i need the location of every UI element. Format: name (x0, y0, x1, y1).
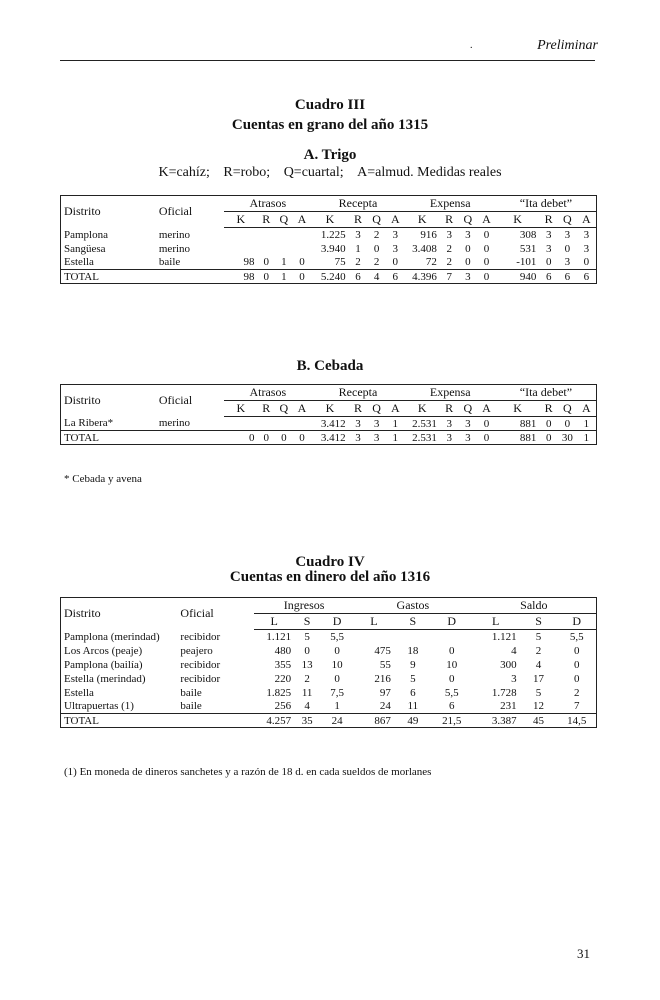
cuadro-iii-title: Cuadro III (294, 97, 366, 113)
cell-value: 1 (281, 270, 287, 283)
cell-value: 5 (535, 686, 542, 699)
cell-value: 5 (304, 630, 310, 643)
measure-k: K=cahíz; (158, 165, 210, 180)
cell-value: 0 (449, 672, 455, 685)
measures-line (0, 165, 660, 181)
cell-distrito: Estella (64, 686, 94, 699)
header-rule (60, 60, 595, 61)
cell-value: 0 (483, 270, 490, 283)
col-oficial: Oficial (158, 204, 193, 219)
cell-value (257, 417, 275, 431)
cell-distrito: Pamplona (bailía) (64, 658, 143, 671)
unit-label: K (224, 212, 257, 228)
group-expensa: Expensa (405, 196, 496, 212)
cell-value (275, 417, 293, 431)
cell-value: 231 (472, 700, 520, 714)
cell-value: 355 (274, 658, 292, 671)
cell-value: 13 (301, 658, 313, 671)
cell-distrito: Ultrapuertas (1) (61, 700, 178, 714)
cell-oficial: baile (177, 700, 254, 714)
cell-value: 881 (519, 431, 537, 444)
cell-value (257, 242, 275, 256)
cell-value: 480 (274, 644, 292, 657)
cell-value: 49 (407, 714, 419, 727)
cell-value: 3 (355, 228, 361, 241)
unit-label: L (254, 614, 294, 630)
unit-label: K (311, 212, 348, 228)
unit-label: Q (558, 212, 577, 228)
cell-value: 11 (394, 700, 432, 714)
cell-value: 256 (254, 700, 294, 714)
cell-value: 2 (535, 644, 542, 657)
cell-value: 4 (294, 700, 320, 714)
cell-distrito: Estella (61, 256, 156, 270)
cell-value (224, 242, 257, 256)
table-trigo (60, 195, 597, 284)
total-row (61, 714, 597, 728)
cell-value: 7 (446, 270, 452, 283)
cell-value: 2 (446, 242, 452, 255)
cell-value: 0 (248, 431, 255, 444)
cell-value: 97 (379, 686, 391, 699)
cell-value: 55 (379, 658, 391, 671)
cell-value: 0 (483, 242, 490, 255)
cell-value (293, 242, 312, 256)
cell-oficial: merino (158, 242, 191, 255)
cell-value: 24 (354, 700, 394, 714)
unit-label: Q (367, 212, 386, 228)
total-oficial-empty (156, 431, 224, 445)
cell-value: 216 (374, 672, 391, 685)
cell-distrito: La Ribera* (61, 417, 156, 431)
table-row (61, 228, 597, 242)
cell-value (275, 228, 293, 242)
cell-value: 3.387 (491, 714, 517, 727)
unit-label: A (293, 401, 312, 417)
cell-value: 6 (432, 700, 472, 714)
group-recepta: Recepta (311, 196, 404, 212)
cell-value: 300 (500, 658, 517, 671)
unit-label: Q (558, 401, 577, 417)
cell-value: 3 (545, 228, 552, 241)
unit-label: D (557, 614, 596, 630)
unit-label: R (440, 401, 459, 417)
unit-label: K (311, 401, 348, 417)
page-number: 31 (577, 946, 590, 961)
cell-distrito: Los Arcos (peaje) (64, 644, 143, 657)
cell-value: 867 (374, 714, 391, 727)
table-row (61, 700, 597, 714)
cell-value: 10 (446, 658, 458, 671)
cell-oficial: baile (156, 256, 224, 270)
cell-value: 3 (545, 242, 552, 255)
cell-value: 1.728 (491, 686, 517, 699)
unit-label: K (496, 401, 540, 417)
cell-value (224, 228, 257, 242)
cell-value: 3 (564, 228, 571, 241)
unit-label: Q (367, 401, 386, 417)
cell-value: 0 (573, 672, 580, 685)
running-title: Preliminar (537, 38, 598, 53)
cell-value: 0 (334, 672, 340, 685)
unit-label: A (577, 401, 597, 417)
cell-value: 3 (392, 228, 399, 241)
unit-label: A (477, 401, 496, 417)
cell-value: 6 (545, 270, 552, 283)
cell-value: 1 (583, 431, 590, 444)
cell-oficial: recibidor (180, 658, 221, 671)
cell-value: 2.531 (405, 417, 440, 431)
cell-value: 3 (349, 417, 368, 431)
cell-value: 1.825 (266, 686, 292, 699)
group-atrasos: Atrasos (224, 385, 311, 401)
cell-value: 4.257 (266, 714, 292, 727)
cell-value: 916 (420, 228, 437, 241)
cell-value: 3 (511, 672, 517, 685)
unit-label: D (432, 614, 472, 630)
unit-label: A (577, 212, 597, 228)
cell-value: 4.396 (412, 270, 437, 283)
col-distrito: Distrito (64, 393, 101, 408)
cell-value: 3.940 (320, 242, 346, 255)
col-oficial: Oficial (180, 606, 214, 621)
cell-value: 308 (519, 228, 537, 241)
cell-value: 5,5 (444, 686, 459, 699)
cell-value: 0 (373, 242, 380, 255)
cell-oficial: recibidor (180, 672, 221, 685)
cell-value: 3.412 (320, 431, 346, 444)
cell-value: 0 (558, 417, 577, 431)
unit-label: L (354, 614, 394, 630)
section-a-title: A. Trigo (303, 147, 357, 163)
cell-value: 5,5 (330, 630, 344, 643)
cell-value: 14,5 (567, 714, 587, 727)
cell-value: 2 (573, 686, 580, 699)
cell-value: 0 (263, 431, 270, 444)
cell-value: 0 (564, 242, 571, 255)
cell-value: 0 (257, 256, 275, 270)
cell-value: 30 (561, 431, 573, 444)
cell-value: 3 (459, 417, 478, 431)
cell-distrito: Estella (merindad) (64, 672, 146, 685)
cell-value: 0 (459, 256, 478, 270)
unit-label: A (477, 212, 496, 228)
table-row (61, 242, 597, 256)
group-recepta: Recepta (311, 385, 404, 401)
cell-value: 0 (483, 228, 490, 241)
cuadro-iii-subtitle: Cuentas en grano del año 1315 (231, 117, 429, 133)
cell-value: 881 (496, 417, 540, 431)
total-label: TOTAL (64, 431, 99, 444)
cell-value: 1.121 (266, 630, 292, 643)
cell-value: 3 (583, 228, 590, 241)
unit-label: Q (459, 401, 478, 417)
cell-value: 5,5 (569, 630, 584, 643)
cell-oficial: peajero (180, 644, 213, 657)
table-row (61, 630, 597, 644)
cell-value: 0 (293, 256, 312, 270)
unit-label: A (293, 212, 312, 228)
unit-label: R (349, 212, 368, 228)
group-ita-debet: “Ita debet” (496, 196, 597, 212)
footnote-cebada: * Cebada y avena (64, 473, 142, 485)
unit-label: R (257, 401, 275, 417)
cell-oficial: recibidor (180, 630, 221, 643)
col-oficial: Oficial (158, 393, 193, 408)
unit-label: Q (459, 212, 478, 228)
cell-value: 2 (367, 256, 386, 270)
section-b-title: B. Cebada (296, 358, 364, 374)
cell-value: 0 (539, 417, 558, 431)
cell-value: 0 (477, 256, 496, 270)
cell-value: 12 (520, 700, 558, 714)
unit-label: K (496, 212, 540, 228)
cell-value: 17 (533, 672, 545, 685)
cell-value: 35 (301, 714, 313, 727)
cell-value: 3 (465, 228, 471, 241)
cell-value: 0 (573, 658, 580, 671)
cell-value: 11 (301, 686, 313, 699)
cell-value: 3.412 (311, 417, 348, 431)
cell-value: 0 (304, 644, 310, 657)
unit-label: A (386, 212, 405, 228)
table-row (61, 672, 597, 686)
cell-value: 3 (446, 431, 452, 444)
cell-value: 4 (511, 644, 517, 657)
cell-value: 2.531 (412, 431, 437, 444)
cell-value: 0 (263, 270, 270, 283)
total-oficial-empty (177, 714, 254, 728)
header-dot: . (470, 40, 473, 51)
cell-value: 72 (405, 256, 440, 270)
cell-oficial: merino (158, 228, 191, 241)
col-distrito: Distrito (64, 204, 101, 219)
table-row (61, 644, 597, 658)
cell-value: 0 (545, 431, 552, 444)
total-oficial-empty (156, 270, 224, 284)
table-row (61, 686, 597, 700)
cell-oficial: baile (180, 686, 202, 699)
cell-value: 4 (535, 658, 542, 671)
cell-value: 0 (539, 256, 558, 270)
group-atrasos: Atrasos (224, 196, 311, 212)
unit-label: K (405, 212, 440, 228)
cell-value: 1 (355, 242, 361, 255)
cell-value: 2 (304, 672, 310, 685)
cell-value: 940 (519, 270, 537, 283)
cell-value: 3 (465, 431, 471, 444)
cell-value: 6 (410, 686, 416, 699)
total-label: TOTAL (64, 270, 99, 283)
cell-value: 6 (355, 270, 361, 283)
cell-value: 3 (446, 228, 452, 241)
unit-label: R (440, 212, 459, 228)
cell-value: 5 (410, 672, 416, 685)
cell-value: 0 (449, 644, 455, 657)
cell-value: 3 (367, 417, 386, 431)
unit-label: R (539, 401, 558, 417)
table-cebada (60, 384, 597, 445)
cell-value (293, 228, 312, 242)
cell-value: 98 (243, 270, 255, 283)
unit-label: R (539, 212, 558, 228)
unit-label: R (257, 212, 275, 228)
cell-value: 7,5 (330, 686, 344, 699)
group-gastos: Gastos (354, 598, 472, 614)
cell-value: 1 (386, 417, 405, 431)
total-label: TOTAL (64, 714, 99, 727)
cell-value: 1 (392, 431, 399, 444)
cell-value: 3.408 (412, 242, 437, 255)
cell-distrito: Pamplona (merindad) (64, 630, 160, 643)
cell-value: 0 (334, 644, 340, 657)
cell-value: 1.225 (320, 228, 346, 241)
measure-q: Q=cuartal; (283, 165, 344, 180)
unit-label: D (320, 614, 354, 630)
cell-value: 0 (577, 256, 597, 270)
cell-value: 0 (465, 242, 471, 255)
group-ita-debet: “Ita debet” (496, 385, 597, 401)
unit-label: A (386, 401, 405, 417)
cuadro-iv-subtitle: Cuentas en dinero del año 1316 (229, 569, 431, 585)
cell-value: 0 (299, 270, 305, 283)
table-row (61, 658, 597, 672)
cell-value: 220 (274, 672, 292, 685)
footnote-moneda: (1) En moneda de dineros sanchetes y a razón de 18 d. en cada sueldos de morlanes (64, 766, 432, 778)
cell-value (224, 417, 257, 431)
cell-value (394, 630, 432, 644)
group-saldo: Saldo (472, 598, 597, 614)
cell-value: 3 (392, 242, 399, 255)
cuadro-iv-title: Cuadro IV (295, 554, 365, 570)
cell-value: 1 (320, 700, 354, 714)
cell-value: 475 (374, 644, 391, 657)
cell-value (275, 242, 293, 256)
cell-value: 98 (224, 256, 257, 270)
cell-value: 5.240 (320, 270, 346, 283)
cell-value: 0 (573, 644, 580, 657)
unit-label: L (472, 614, 520, 630)
cell-distrito: Pamplona (64, 228, 108, 241)
col-distrito: Distrito (64, 606, 101, 621)
cell-value: 45 (533, 714, 545, 727)
unit-label: S (394, 614, 432, 630)
cell-value: 3 (355, 431, 361, 444)
group-ingresos: Ingresos (254, 598, 354, 614)
cell-value: 3 (373, 431, 380, 444)
cell-value: 1 (275, 256, 293, 270)
cell-value: 9 (410, 658, 416, 671)
cell-value: 0 (477, 417, 496, 431)
cell-value: 24 (331, 714, 343, 727)
cell-value: 5 (535, 630, 542, 643)
cell-value: 2 (440, 256, 459, 270)
cell-value: -101 (496, 256, 540, 270)
cell-value: 1 (577, 417, 597, 431)
unit-label: K (405, 401, 440, 417)
cell-value: 6 (564, 270, 571, 283)
table-row (61, 417, 597, 431)
unit-label: Q (275, 212, 293, 228)
cell-value: 1.121 (491, 630, 517, 643)
unit-label: K (224, 401, 257, 417)
table-row (61, 256, 597, 270)
cell-value: 3 (583, 242, 590, 255)
unit-label: Q (275, 401, 293, 417)
measure-r: R=robo; (223, 165, 271, 180)
cell-value: 6 (583, 270, 590, 283)
cell-value: 75 (311, 256, 348, 270)
cell-value: 10 (331, 658, 343, 671)
cell-value: 3 (465, 270, 471, 283)
table-dinero (60, 597, 597, 728)
cell-value: 531 (519, 242, 537, 255)
cell-value (293, 417, 312, 431)
cell-value: 0 (483, 431, 490, 444)
cell-value: 0 (299, 431, 305, 444)
unit-label: R (349, 401, 368, 417)
cell-value: 2 (349, 256, 368, 270)
cell-value: 18 (407, 644, 419, 657)
total-row (61, 270, 597, 284)
group-expensa: Expensa (405, 385, 496, 401)
cell-value: 7 (557, 700, 596, 714)
total-row (61, 431, 597, 445)
cell-value: 6 (392, 270, 399, 283)
cell-value: 2 (373, 228, 380, 241)
cell-value: 4 (373, 270, 380, 283)
cell-value (432, 630, 472, 644)
cell-value (354, 630, 394, 644)
unit-label: S (520, 614, 558, 630)
cell-value: 3 (440, 417, 459, 431)
unit-label: S (294, 614, 320, 630)
cell-value: 0 (386, 256, 405, 270)
measure-a: A=almud. Medidas reales (357, 165, 502, 180)
cell-value: 3 (558, 256, 577, 270)
cell-value (257, 228, 275, 242)
cell-distrito: Sangüesa (64, 242, 106, 255)
cell-value: 0 (281, 431, 287, 444)
cell-oficial: merino (156, 417, 224, 431)
cell-value: 21,5 (442, 714, 462, 727)
